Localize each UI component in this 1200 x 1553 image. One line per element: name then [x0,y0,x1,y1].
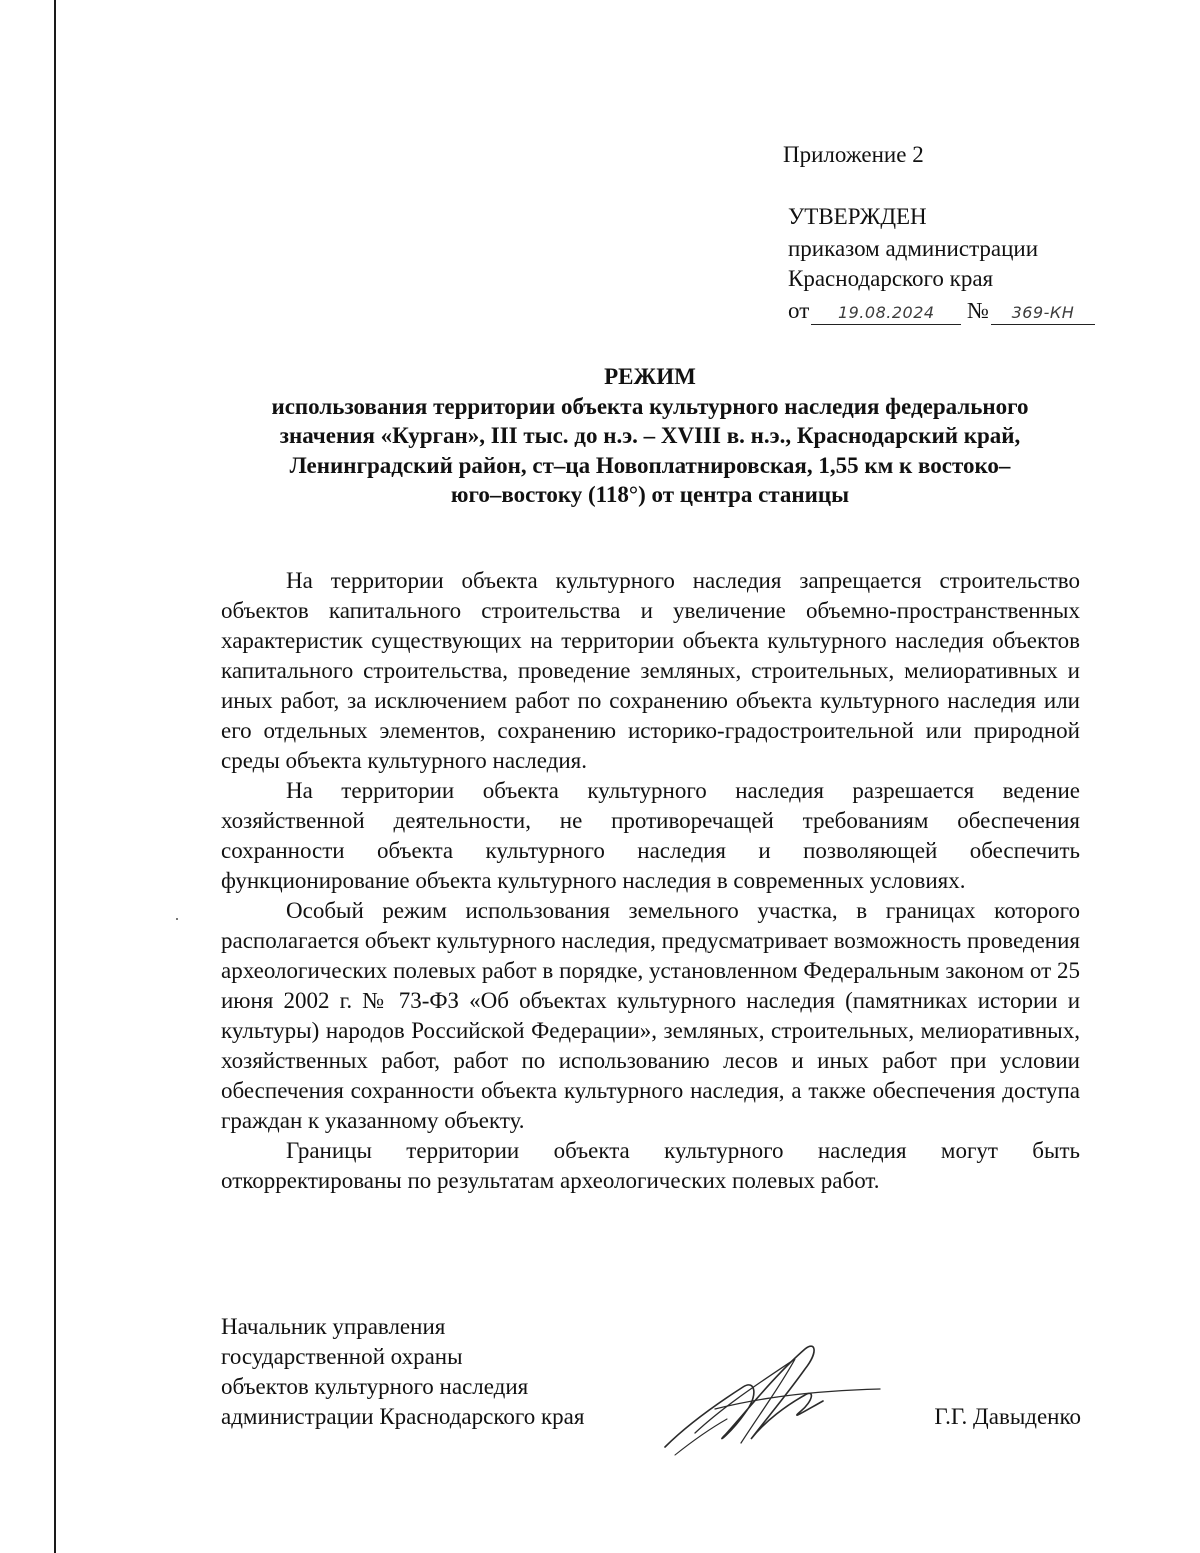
position-line: государственной охраны [221,1344,463,1369]
paragraph-prohibitions: На территории объекта культурного наследия запрещается строительство объектов капитального строительства и увеличение объемно-пространственных характеристик существующих на территории объекта культурного наследия объектов капитального строительства, проведение земляных, строительных, мелиоративных и иных работ, за исключением работ по сохранению объекта культурного наследия или его отдельных элементов, сохранению историко-градостроительной или природной среды объекта культурного наследия. [221,568,1080,773]
appendix-label: Приложение 2 [783,142,924,167]
position-line: объектов культурного наследия [221,1374,529,1399]
position-line: администрации Краснодарского края [221,1404,585,1429]
position-line: Начальник управления [221,1314,446,1339]
approved-label: УТВЕРЖДЕН [788,204,927,229]
signer-name: Г.Г. Давыденко [934,1404,1081,1429]
document-title [215,362,1085,510]
date-prefix: от [788,298,810,323]
scan-speck [176,918,178,920]
paragraph-permissions: На территории объекта культурного наследия разрешается ведение хозяйственной деятельности, не противоречащей требованиям обеспечения сохранности объекта культурного наследия и позволяющей обеспечить функционирование объекта культурного наследия в современных условиях. [221,778,1080,893]
order-date-handwritten: 19.08.2024 [811,302,961,325]
document-body [221,566,1080,1196]
signer-position [221,1312,584,1432]
order-reference [788,296,1095,326]
title-line: юго–востоку (118°) от центра станицы [450,482,850,507]
title-line: Ленинградский район, ст–ца Новоплатнировская, 1,55 км к востоко– [289,452,1011,478]
title-heading: РЕЖИМ [604,364,696,389]
order-number-handwritten: 369-КН [991,302,1095,325]
approval-stamp-block [0,0,1200,340]
approval-line-2: Краснодарского края [788,266,994,291]
title-line: значения «Курган», III тыс. до н.э. – XVIII в. н.э., Краснодарский край, [279,423,1021,448]
approval-line-1: приказом администрации [788,236,1039,261]
handwritten-signature [655,1335,885,1465]
number-prefix: № [967,298,989,323]
signature-block [221,1312,1081,1462]
paragraph-boundaries: Границы территории объекта культурного наследия могут быть откорректированы по результатам археологических полевых работ. [221,1138,1080,1193]
title-line: использования территории объекта культурного наследия федерального [271,393,1029,419]
paragraph-special-regime: Особый режим использования земельного участка, в границах которого располагается объект культурного наследия, предусматривает возможность проведения археологических полевых работ в порядке, установленном Федеральным законом от 25 июня 2002 г. № 73-ФЗ «Об объектах культурного наследия (памятниках истории и культуры) народов Российской Федерации», земляных, строительных, мелиоративных, хозяйственных работ, работ по использованию лесов и иных работ при условии обеспечения сохранности объекта культурного наследия, а также обеспечения доступа граждан к указанному объекту. [221,898,1080,1133]
